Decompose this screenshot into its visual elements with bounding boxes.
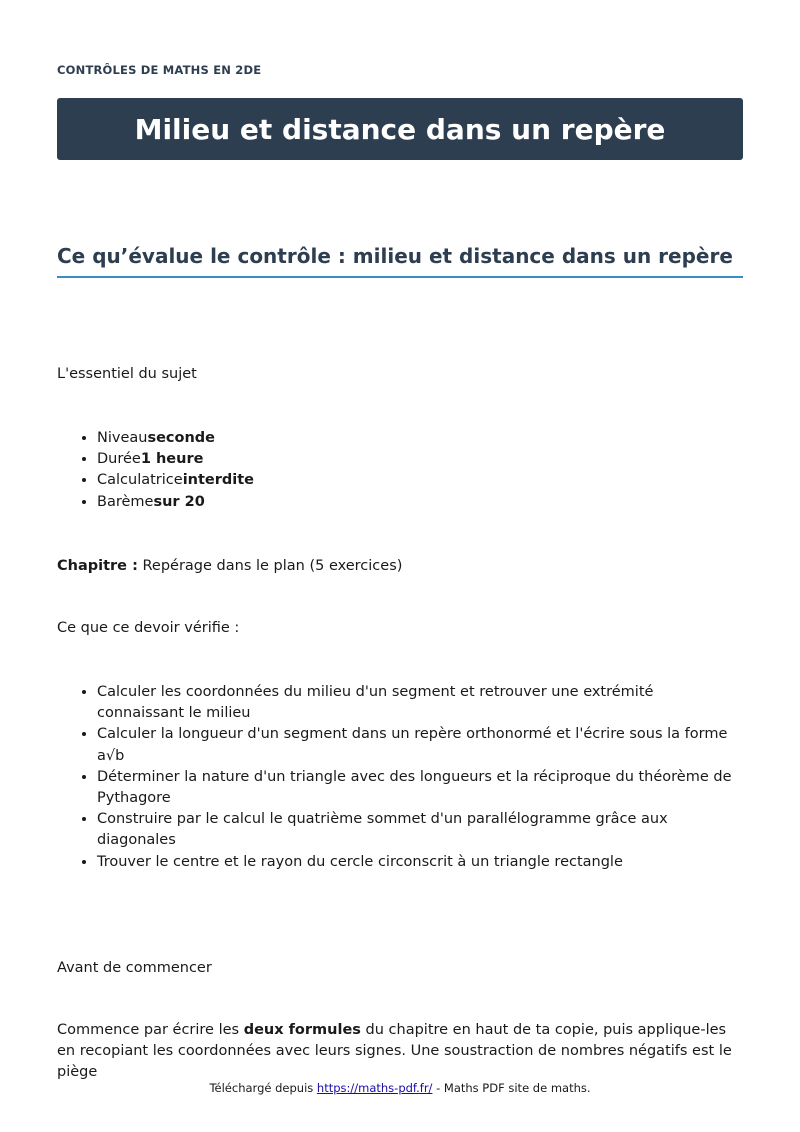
list-item: • Calculer les coordonnées du milieu d'un segment et retrouver une extrémité connaissant le milieu (97, 682, 743, 724)
checks-list (57, 682, 743, 873)
chapter-label: Chapitre : (57, 558, 138, 574)
section-title: Ce qu’évalue le contrôle : milieu et distance dans un repère (57, 244, 743, 278)
chapter-line (57, 556, 402, 577)
page-title: Milieu et distance dans un repère (134, 112, 666, 146)
series-label: CONTRÔLES DE MATHS EN 2DE (57, 63, 262, 77)
footer-link[interactable]: https://maths-pdf.fr/ (316, 1081, 433, 1095)
list-item: • Niveauseconde (97, 428, 743, 449)
title-banner (57, 98, 743, 160)
list-item: • Construire par le calcul le quatrième sommet d'un parallélogramme grâce aux diagonales (97, 809, 743, 851)
before-heading: Avant de commencer (57, 960, 212, 976)
checks-heading: Ce que ce devoir vérifie : (57, 620, 240, 636)
list-item: • Déterminer la nature d'un triangle avec des longueurs et la réciproque du théorème de Pythagore (97, 767, 743, 809)
list-item: • Calculatriceinterdite (97, 470, 743, 491)
footer: Téléchargé depuis https://maths-pdf.fr/ - Maths PDF site de maths. (209, 1081, 591, 1095)
essentials-heading: L'essentiel du sujet (57, 366, 197, 382)
list-item: • Durée1 heure (97, 449, 743, 470)
list-item: • Trouver le centre et le rayon du cercle circonscrit à un triangle rectangle (97, 852, 743, 873)
list-item: • Barèmesur 20 (97, 492, 743, 513)
list-item: • Calculer la longueur d'un segment dans un repère orthonormé et l'écrire sous la forme a√b (97, 724, 743, 766)
chapter-value: Repérage dans le plan (5 exercices) (137, 558, 403, 574)
essentials-list (57, 428, 743, 513)
before-paragraph: Commence par écrire les deux formules du chapitre en haut de ta copie, puis applique-les en recopiant les coordonnées avec leurs signes. Une soustraction de nombres négatifs est le piège (57, 1022, 732, 1080)
